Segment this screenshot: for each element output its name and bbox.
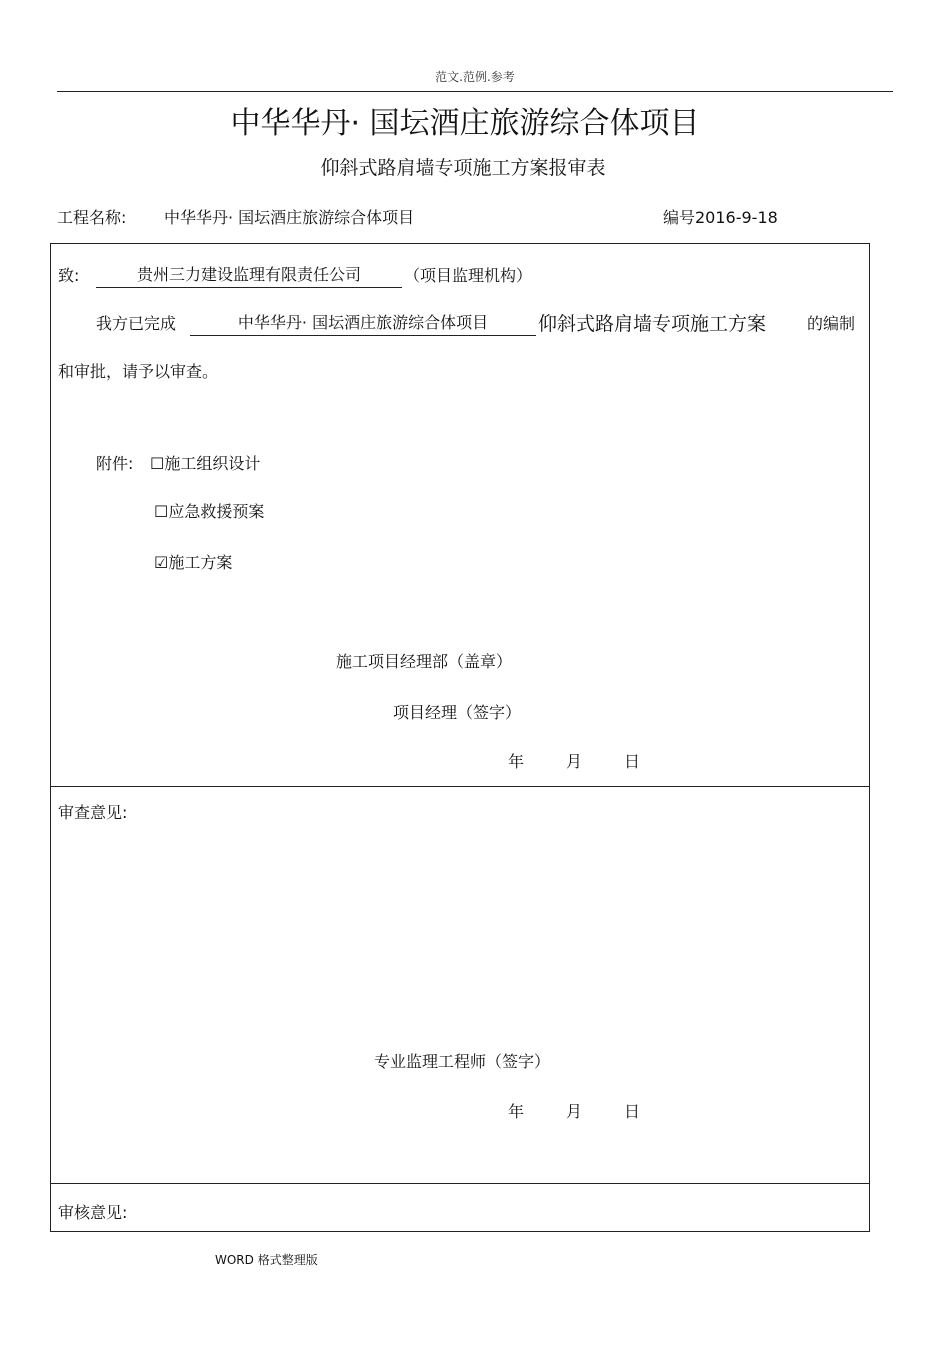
- attachment-construction-design: [150, 451, 260, 474]
- engineer-signature-line: 专业监理工程师（签字）: [374, 1052, 551, 1071]
- completion-prefix: 我方已完成: [96, 314, 177, 333]
- completion-project: 中华华丹· 国坛酒庄旅游综合体项目: [190, 310, 536, 336]
- attachment-label: 施工组织设计: [164, 454, 261, 473]
- project-name-label: 工程名称:: [57, 208, 127, 227]
- date-day: 日: [624, 752, 641, 771]
- date-year: 年: [508, 752, 525, 771]
- audit-opinion-label: 审核意见:: [58, 1203, 128, 1222]
- section-divider-1: [50, 786, 870, 787]
- review-opinion-label: 审查意见:: [58, 803, 128, 822]
- scheme-name: 仰斜式路肩墙专项施工方案: [538, 313, 767, 335]
- checkbox-checked-icon: ☑: [154, 553, 169, 572]
- date-month: 月: [566, 752, 583, 771]
- document-subtitle: 仰斜式路肩墙专项施工方案报审表: [320, 157, 606, 179]
- review-request: 和审批，请予以审查。: [58, 362, 219, 381]
- manager-signature-line: 项目经理（签字）: [393, 703, 522, 722]
- checkbox-unchecked-icon: ☐: [154, 502, 169, 521]
- form-table: [50, 243, 870, 1232]
- attachment-label: 应急救援预案: [168, 502, 265, 521]
- checkbox-unchecked-icon: ☐: [150, 454, 165, 473]
- section-divider-2: [50, 1183, 870, 1184]
- page-footer: WORD 格式整理版: [215, 1253, 318, 1267]
- attachment-construction-scheme: [154, 550, 232, 573]
- document-title: 中华华丹· 国坛酒庄旅游综合体项目: [230, 106, 700, 141]
- attachments-label: 附件:: [96, 454, 134, 473]
- date-day: 日: [624, 1102, 641, 1121]
- project-name-value: 中华华丹· 国坛酒庄旅游综合体项目: [164, 208, 415, 227]
- document-number: 编号2016-9-18: [663, 208, 778, 227]
- org-type-note: （项目监理机构）: [404, 266, 533, 285]
- dept-stamp-line: 施工项目经理部（盖章）: [336, 652, 513, 671]
- header-rule: [57, 91, 893, 92]
- to-label: 致:: [58, 266, 80, 285]
- date-year: 年: [508, 1102, 525, 1121]
- completion-suffix: 的编制: [807, 314, 856, 333]
- attachment-label: 施工方案: [168, 553, 233, 572]
- attachment-emergency-plan: [154, 499, 264, 522]
- page-header: 范文.范例.参考: [435, 70, 515, 84]
- date-month: 月: [566, 1102, 583, 1121]
- supervision-org: 贵州三力建设监理有限责任公司: [96, 262, 402, 288]
